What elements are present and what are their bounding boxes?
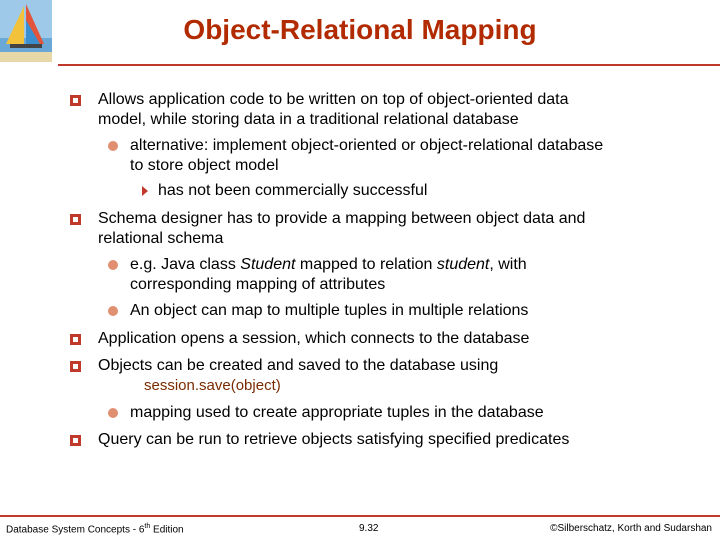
- text-segment: , with: [489, 256, 527, 273]
- square-bullet-icon: [70, 435, 81, 446]
- bullet-text: Application opens a session, which connects to the database: [98, 330, 530, 347]
- bullet-text: An object can map to multiple tuples in multiple relations: [130, 302, 529, 319]
- bullet-text: alternative: implement object-oriented or object-relational database: [130, 137, 604, 154]
- circle-bullet-icon: [108, 260, 118, 270]
- bullet-text: [130, 255, 527, 275]
- footer-text: Database System Concepts - 6: [6, 524, 145, 536]
- text-segment: mapped to relation: [299, 256, 433, 273]
- bullet-text: to store object model: [130, 157, 279, 174]
- circle-bullet-icon: [108, 408, 118, 418]
- square-bullet-icon: [70, 214, 81, 225]
- bullet-text: corresponding mapping of attributes: [130, 276, 386, 293]
- square-bullet-icon: [70, 95, 81, 106]
- bullet-text: Allows application code to be written on top of object-oriented data: [98, 91, 569, 108]
- bullet-text: has not been commercially successful: [158, 182, 428, 199]
- bullet-text: Objects can be created and saved to the database using: [98, 357, 499, 374]
- class-name: Student: [240, 256, 296, 273]
- bullet-text: Schema designer has to provide a mapping between object data and: [98, 210, 586, 227]
- footer-text: Edition: [150, 524, 184, 536]
- bullet-text: mapping used to create appropriate tuples in the database: [130, 404, 544, 421]
- bullet-text: relational schema: [98, 230, 224, 247]
- footer-divider: [0, 515, 720, 517]
- relation-name: student: [436, 256, 490, 273]
- circle-bullet-icon: [108, 306, 118, 316]
- slide-title: Object-Relational Mapping: [183, 14, 537, 45]
- triangle-bullet-icon: [142, 186, 148, 196]
- footer-copyright: ©Silberschatz, Korth and Sudarshan: [550, 523, 712, 534]
- footer-book-title: [6, 523, 184, 535]
- code-snippet: session.save(object): [144, 377, 281, 394]
- bullet-text: model, while storing data in a traditional relational database: [98, 111, 519, 128]
- footer-sup: th: [144, 523, 151, 530]
- text-segment: e.g. Java class: [130, 256, 236, 273]
- page-number: 9.32: [359, 523, 379, 534]
- bullet-text: Query can be run to retrieve objects satisfying specified predicates: [98, 431, 570, 448]
- square-bullet-icon: [70, 361, 81, 372]
- square-bullet-icon: [70, 334, 81, 345]
- circle-bullet-icon: [108, 141, 118, 151]
